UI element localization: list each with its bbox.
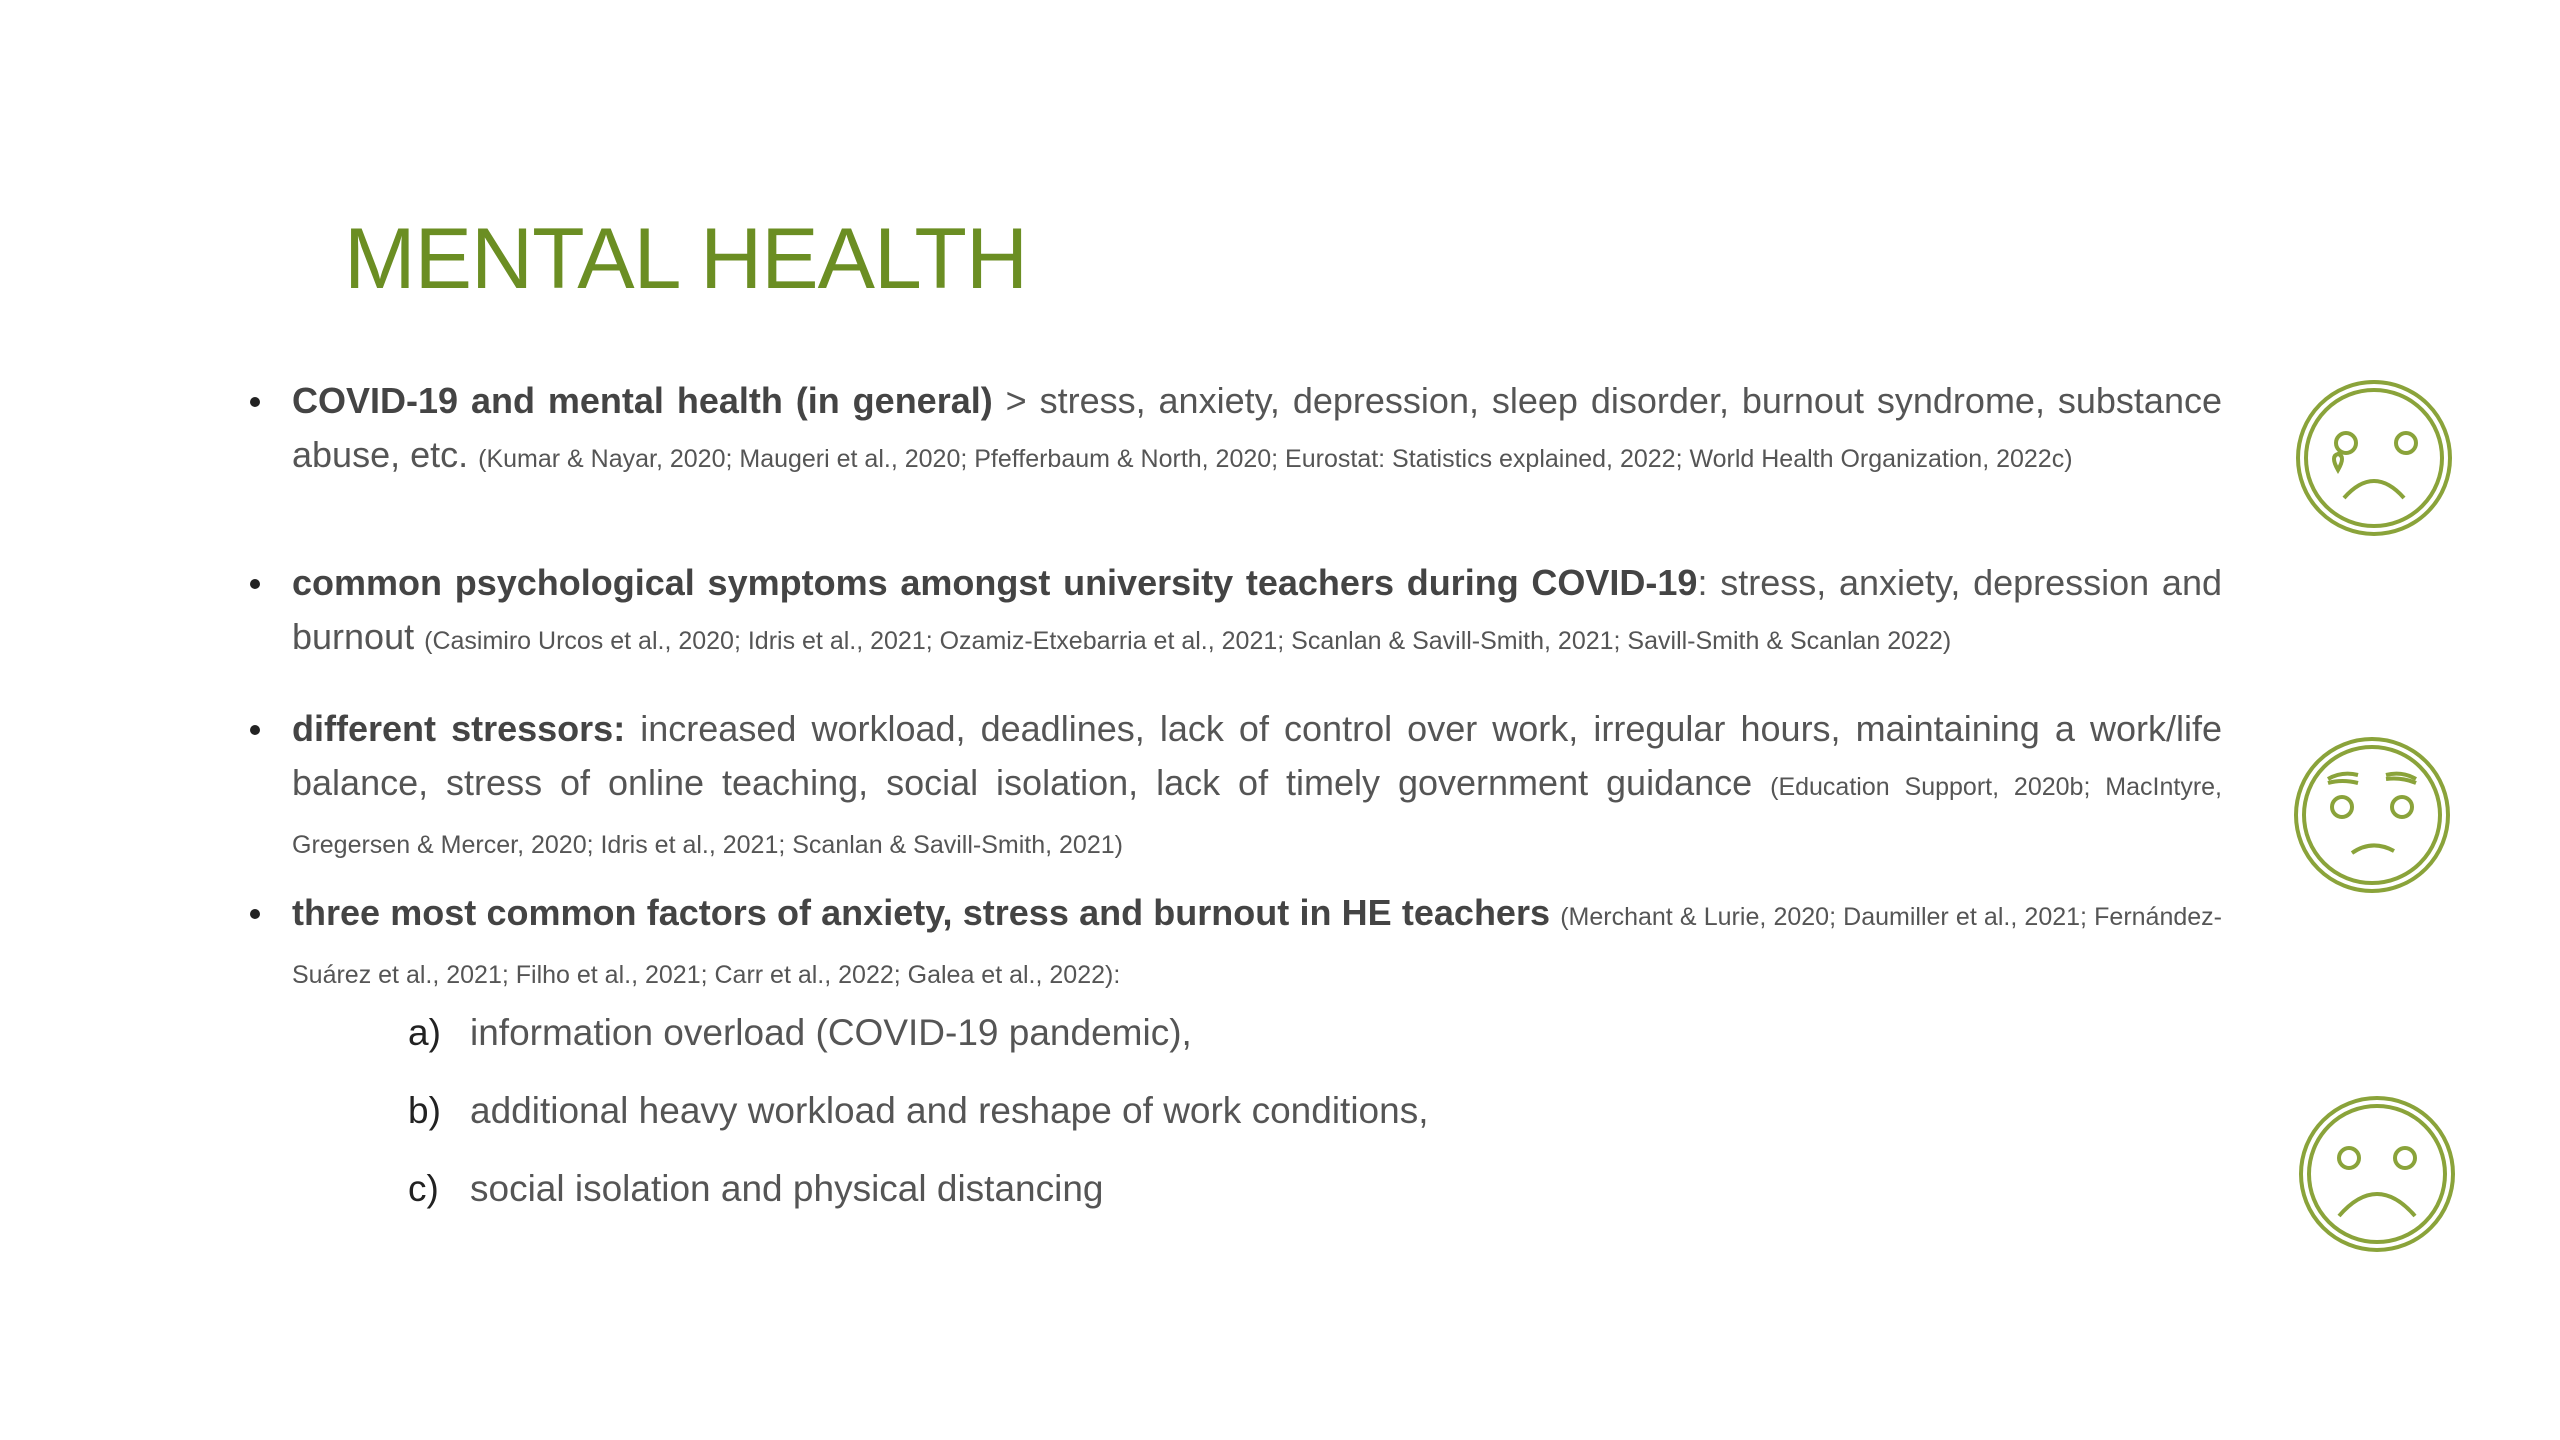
bullet-citation: (Kumar & Nayar, 2020; Maugeri et al., 2020; Pfefferbaum & North, 2020; Eurostat: Statistics explained, 2022; World Health Organization, 2022c)	[478, 445, 2073, 473]
bullet-body: : stress, anxiety, depression and burnout	[292, 562, 2222, 657]
bullet-citation: (Casimiro Urcos et al., 2020; Idris et al., 2021; Ozamiz-Etxebarria et al., 2021; Scanlan & Savill-Smith, 2021; Savill-Smith & Scanlan 2022)	[424, 627, 1952, 655]
bullet-lead: COVID-19 and mental health (in general)	[292, 380, 993, 421]
bullet-lead: different stressors:	[292, 708, 626, 749]
bullet-item-common-factors	[292, 886, 2222, 1002]
sublist-text: social isolation and physical distancing	[470, 1168, 1104, 1209]
crying-face-icon	[2294, 378, 2454, 538]
sublist-text: information overload (COVID-19 pandemic),	[470, 1012, 1192, 1053]
sad-face-icon	[2297, 1094, 2457, 1254]
worried-face-icon	[2292, 735, 2452, 895]
bullet-citation: (Merchant & Lurie, 2020; Daumiller et al., 2021; Fernández-Suárez et al., 2021; Filho et al., 2021; Carr et al., 2022; Galea et al., 2022):	[292, 903, 2222, 989]
bullet-citation: (Education Support, 2020b; MacIntyre, Gregersen & Mercer, 2020; Idris et al., 2021; Scanlan & Savill-Smith, 2021)	[292, 773, 2222, 859]
bullet-body: increased workload, deadlines, lack of control over work, irregular hours, maintaining a work/life balance, stress of online teaching, social isolation, lack of timely government guidance	[292, 708, 2222, 803]
sublist-text: additional heavy workload and reshape of work conditions,	[470, 1090, 1429, 1131]
bullet-item-covid-general	[292, 374, 2222, 486]
sublist-item-c	[408, 1150, 1428, 1228]
bullet-item-psychological-symptoms	[292, 556, 2222, 668]
bullet-text	[292, 886, 2222, 1002]
sublist-label: b)	[408, 1090, 441, 1131]
bullet-text	[292, 702, 2222, 872]
bullet-lead: three most common factors of anxiety, stress and burnout in HE teachers	[292, 892, 1550, 933]
bullet-body: > stress, anxiety, depression, sleep disorder, burnout syndrome, substance abuse, etc.	[292, 380, 2222, 475]
sublist-label: a)	[408, 1012, 441, 1053]
bullet-item-stressors	[292, 702, 2222, 872]
slide-title: MENTAL HEALTH	[344, 211, 1028, 307]
factors-sublist	[408, 994, 1428, 1228]
sublist-item-a	[408, 994, 1428, 1072]
sublist-item-b	[408, 1072, 1428, 1150]
bullet-text	[292, 374, 2222, 486]
sublist-label: c)	[408, 1168, 439, 1209]
bullet-text	[292, 556, 2222, 668]
bullet-lead: common psychological symptoms amongst university teachers during COVID-19	[292, 562, 1698, 603]
